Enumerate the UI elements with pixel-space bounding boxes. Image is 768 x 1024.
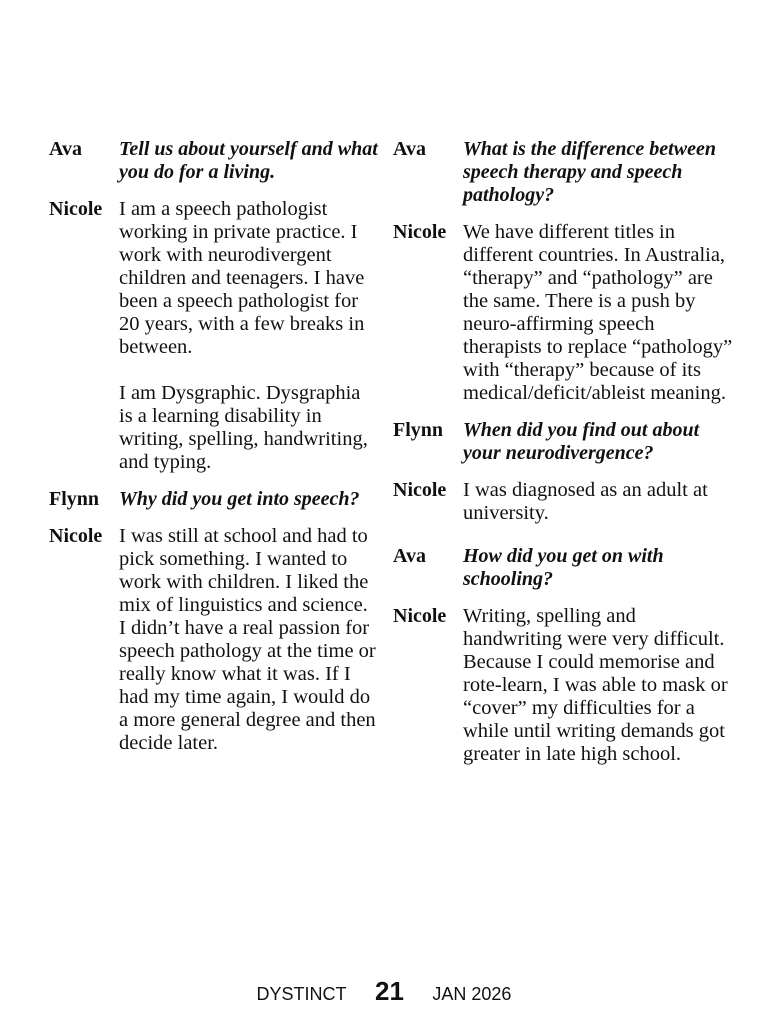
answer-paragraph: I was diagnosed as an adult at university. <box>463 479 708 524</box>
speaker-name: Flynn <box>49 488 100 510</box>
interview-entry <box>393 419 733 465</box>
question-text <box>463 545 733 591</box>
answer-paragraph: I am Dysgraphic. Dysgraphia is a learning disability in writing, spelling, handwriting, and typing. <box>119 382 368 473</box>
question-text <box>119 138 379 184</box>
question-text <box>463 138 733 207</box>
answer-text <box>119 525 379 755</box>
interview-entry <box>49 138 379 184</box>
right-column <box>393 138 733 780</box>
speaker-name: Ava <box>393 138 426 160</box>
interview-entry <box>393 138 733 207</box>
interview-entry <box>393 221 733 405</box>
question-paragraph: Tell us about yourself and what you do for a living. <box>119 138 378 183</box>
speaker-name: Nicole <box>49 525 103 547</box>
question-text <box>463 419 733 465</box>
answer-paragraph: I am a speech pathologist working in private practice. I work with neurodivergent children and teenagers. I have been a speech pathologist for 20 years, with a few breaks in between. <box>119 198 365 358</box>
speaker-name: Nicole <box>393 605 447 627</box>
answer-text <box>463 605 733 766</box>
answer-paragraph: We have different titles in different countries. In Australia, “therapy” and “pathology” are the same. There is a push by neuro-affirming speech therapists to replace “pathology” with “therapy” because of its medical/deficit/ableist meaning. <box>463 221 733 404</box>
page-number: 21 <box>375 976 404 1006</box>
issue-date: JAN 2026 <box>432 984 512 1004</box>
question-paragraph: When did you find out about your neurodivergence? <box>463 419 700 464</box>
question-paragraph: How did you get on with schooling? <box>463 545 664 590</box>
speaker-name: Ava <box>393 545 426 567</box>
interview-entry <box>49 525 379 755</box>
interview-entry <box>393 545 733 591</box>
question-text <box>119 488 379 511</box>
answer-paragraph: I was still at school and had to pick something. I wanted to work with children. I liked the mix of linguistics and science. I didn’t have a real passion for speech pathology at the time or really know what it was. If I had my time again, I would do a more general degree and then decide later. <box>119 525 376 754</box>
magazine-name: DYSTINCT <box>256 984 347 1004</box>
interview-entry <box>49 198 379 474</box>
interview-entry <box>49 488 379 511</box>
interview-entry <box>393 479 733 525</box>
question-paragraph: Why did you get into speech? <box>119 488 360 510</box>
speaker-name: Nicole <box>393 479 447 501</box>
answer-paragraph: Writing, spelling and handwriting were very difficult. Because I could memorise and rote-learn, I was able to mask or “cover” my difficulties for a while until writing demands got greater in late high school. <box>463 605 728 765</box>
speaker-name: Flynn <box>393 419 444 441</box>
speaker-name: Nicole <box>393 221 447 243</box>
question-paragraph: What is the difference between speech therapy and speech pathology? <box>463 138 716 206</box>
answer-text <box>463 479 733 525</box>
answer-text <box>463 221 733 405</box>
speaker-name: Ava <box>49 138 82 160</box>
answer-text <box>119 198 379 474</box>
left-column <box>49 138 379 769</box>
speaker-name: Nicole <box>49 198 103 220</box>
page-footer <box>0 976 768 1007</box>
interview-entry <box>393 605 733 766</box>
